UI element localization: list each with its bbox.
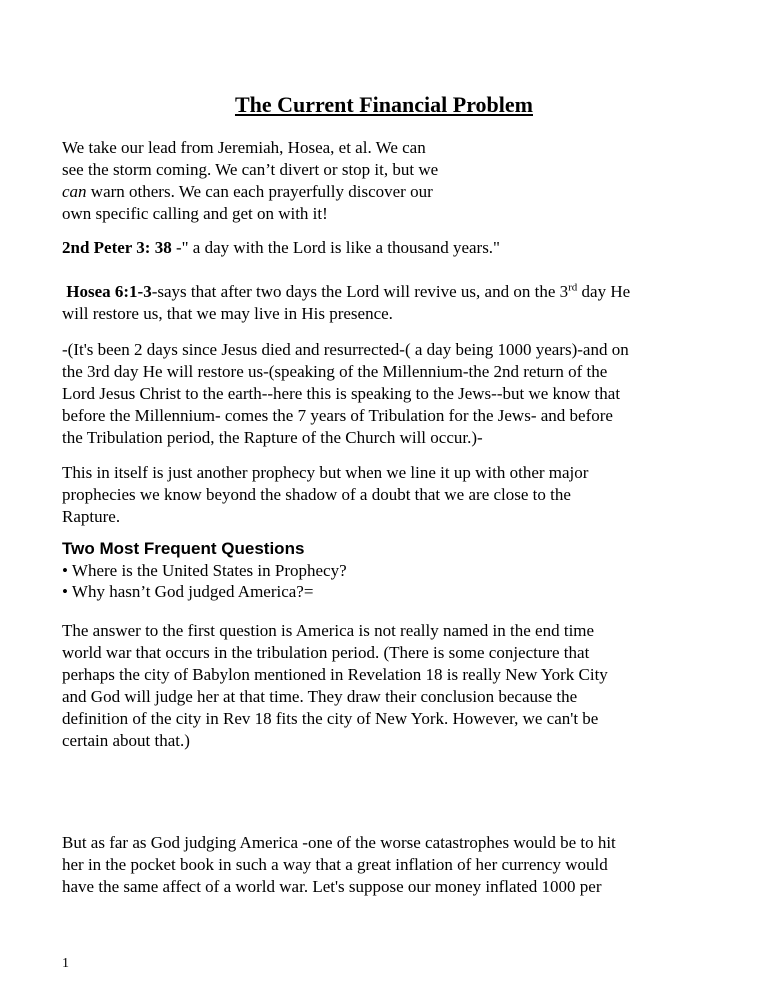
explanation-paragraph xyxy=(62,339,722,449)
answer-line: perhaps the city of Babylon mentioned in Revelation 18 is really New York City xyxy=(62,665,608,684)
prophecy-paragraph xyxy=(62,462,722,528)
page-title: The Current Financial Problem xyxy=(234,92,533,117)
emphasis-can: can xyxy=(62,182,87,201)
hosea-text: -says that after two days the Lord will revive us, and on the 3 xyxy=(151,282,569,301)
intro-paragraph xyxy=(62,137,722,225)
intro-line: own specific calling and get on with it! xyxy=(62,204,328,223)
hosea-text-end: day He xyxy=(577,282,631,301)
list-item: • Why hasn’t God judged America?= xyxy=(62,582,314,601)
judging-line: her in the pocket book in such a way that a great inflation of her currency would xyxy=(62,855,608,874)
explanation-line: the 3rd day He will restore us-(speaking of the Millennium-the 2nd return of the xyxy=(62,362,608,381)
answer-line: certain about that.) xyxy=(62,731,190,750)
scripture-ref-peter: 2nd Peter 3: 38 xyxy=(62,238,172,257)
prophecy-line: This in itself is just another prophecy but when we line it up with other major xyxy=(62,463,589,482)
prophecy-line: prophecies we know beyond the shadow of a doubt that we are close to the xyxy=(62,485,571,504)
questions-list xyxy=(62,560,722,602)
intro-line xyxy=(62,181,722,203)
explanation-line: before the Millennium- comes the 7 years of Tribulation for the Jews- and before xyxy=(62,406,613,425)
questions-section xyxy=(62,538,722,602)
intro-line-rest: warn others. We can each prayerfully discover our xyxy=(86,182,433,201)
explanation-line: -(It's been 2 days since Jesus died and resurrected-( a day being 1000 years)-and on xyxy=(62,340,629,359)
ordinal-suffix: rd xyxy=(568,281,578,294)
hosea-line: will restore us, that we may live in His presence. xyxy=(62,304,393,323)
answer-line: definition of the city in Rev 18 fits the city of New York. However, we can't be xyxy=(62,709,599,728)
answer-line: world war that occurs in the tribulation period. (There is some conjecture that xyxy=(62,643,590,662)
intro-line: see the storm coming. We can’t divert or stop it, but we xyxy=(62,160,439,179)
answer-paragraph xyxy=(62,620,722,752)
explanation-line: Lord Jesus Christ to the earth--here this is speaking to the Jews--but we know that xyxy=(62,384,621,403)
judging-line: have the same affect of a world war. Let's suppose our money inflated 1000 per xyxy=(62,877,602,896)
intro-line: We take our lead from Jeremiah, Hosea, et al. We can xyxy=(62,138,426,157)
explanation-line: the Tribulation period, the Rapture of the Church will occur.)- xyxy=(62,428,483,447)
page-number: 1 xyxy=(62,956,69,971)
answer-line: The answer to the first question is America is not really named in the end time xyxy=(62,621,595,640)
prophecy-line: Rapture. xyxy=(62,507,121,526)
section-heading: Two Most Frequent Questions xyxy=(62,539,305,558)
hosea-paragraph xyxy=(62,281,722,325)
answer-line: and God will judge her at that time. They draw their conclusion because the xyxy=(62,687,578,706)
judging-line: But as far as God judging America -one of the worse catastrophes would be to hit xyxy=(62,833,616,852)
peter-paragraph xyxy=(62,237,722,259)
judging-paragraph xyxy=(62,832,722,898)
scripture-ref-hosea: Hosea 6:1-3 xyxy=(66,282,152,301)
peter-quote: -" a day with the Lord is like a thousand years." xyxy=(171,238,500,257)
list-item: • Where is the United States in Prophecy? xyxy=(62,561,347,580)
